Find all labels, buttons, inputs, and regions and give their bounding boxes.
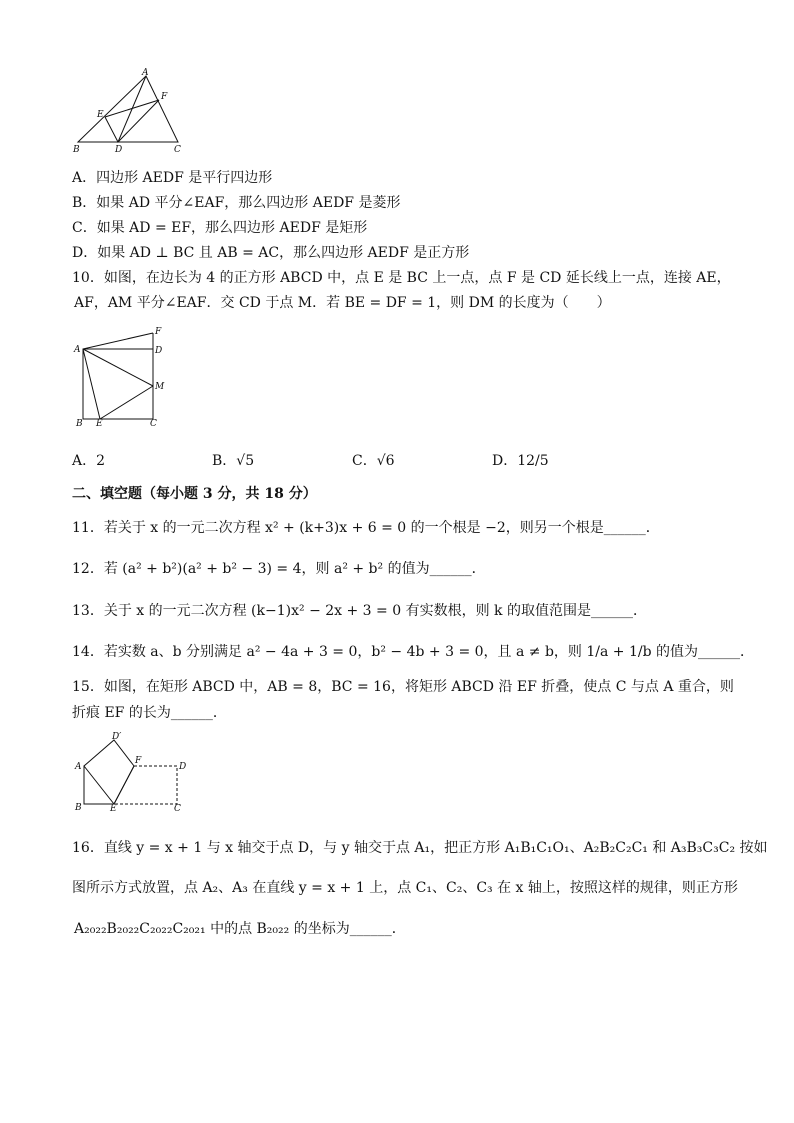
q10-option-a: A．2 — [72, 453, 106, 469]
q10-text-line1: 10．如图，在边长为 4 的正方形 ABCD 中，点 E 是 BC 上一点，点 F 是 CD 延长线上一点，连接 AE， — [72, 270, 731, 286]
fig10-label-d: D — [155, 346, 163, 356]
figure-q10-square — [70, 325, 170, 430]
fig10-label-c: C — [150, 419, 157, 429]
fig9-label-d: D — [115, 145, 123, 155]
fig9-label-f: F — [161, 92, 168, 102]
q9-option-b: B．如果 AD 平分∠EAF，那么四边形 AEDF 是菱形 — [72, 195, 401, 211]
q10-option-d: D．12/5 — [492, 453, 549, 469]
q15-text-line2: 折痕 EF 的长为______． — [72, 705, 227, 721]
q15-text-line1: 15．如图，在矩形 ABCD 中，AB = 8，BC = 16，将矩形 ABCD 沿 EF 折叠，使点 C 与点 A 重合，则 — [72, 679, 734, 695]
fig15-label-c: C — [174, 804, 181, 812]
figure-q9-triangle — [70, 66, 190, 156]
q10-option-b: B．√5 — [212, 453, 255, 469]
fig9-label-a: A — [142, 68, 149, 78]
figure-q15-rectangle-fold — [72, 730, 192, 812]
q16-text-line1: 16．直线 y = x + 1 与 x 轴交于点 D，与 y 轴交于点 A₁，把正方形 A₁B₁C₁O₁、A₂B₂C₂C₁ 和 A₃B₃C₃C₂ 按如 — [72, 840, 768, 856]
fig15-label-d: D — [179, 762, 187, 772]
fig15-label-d-prime: D′ — [112, 732, 122, 742]
q9-option-d: D．如果 AD ⊥ BC 且 AB = AC，那么四边形 AEDF 是正方形 — [72, 245, 470, 261]
fig10-label-m: M — [155, 382, 165, 392]
q10-text-line2: AF，AM 平分∠EAF．交 CD 于点 M．若 BE = DF = 1，则 DM 的长度为（ ） — [74, 295, 611, 311]
q9-option-a: A．四边形 AEDF 是平行四边形 — [72, 170, 273, 186]
question-11: 11．若关于 x 的一元二次方程 x² + (k+3)x + 6 = 0 的一个根是 −2，则另一个根是______． — [72, 520, 660, 536]
fig10-label-e: E — [96, 419, 103, 429]
fig15-label-a: A — [75, 762, 82, 772]
fig9-label-e: E — [97, 110, 104, 120]
question-14: 14．若实数 a、b 分别满足 a² − 4a + 3 = 0，b² − 4b + 3 = 0，且 a ≠ b，则 1/a + 1/b 的值为______． — [72, 644, 755, 660]
q16-text-line3: A₂₀₂₂B₂₀₂₂C₂₀₂₂C₂₀₂₁ 中的点 B₂₀₂₂ 的坐标为______． — [74, 921, 406, 937]
fig10-label-a: A — [74, 345, 81, 355]
fig10-label-b: B — [76, 419, 83, 429]
fig10-label-f: F — [155, 327, 162, 337]
fig15-label-b: B — [75, 803, 82, 812]
fig15-label-e: E — [110, 804, 117, 812]
q10-option-c: C．√6 — [352, 453, 395, 469]
fig9-label-b: B — [73, 145, 80, 155]
section-fill-in-title: 二、填空题（每小题 3 分，共 18 分） — [72, 486, 317, 502]
fig15-label-f: F — [135, 756, 142, 766]
question-12: 12．若 (a² + b²)(a² + b² − 3) = 4，则 a² + b² 的值为______． — [72, 561, 486, 577]
question-13: 13．关于 x 的一元二次方程 (k−1)x² − 2x + 3 = 0 有实数根，则 k 的取值范围是______． — [72, 603, 647, 619]
q9-option-c: C．如果 AD = EF，那么四边形 AEDF 是矩形 — [72, 220, 368, 236]
fig9-label-c: C — [174, 145, 181, 155]
q16-text-line2: 图所示方式放置，点 A₂、A₃ 在直线 y = x + 1 上，点 C₁、C₂、C₃ 在 x 轴上，按照这样的规律，则正方形 — [72, 880, 738, 896]
